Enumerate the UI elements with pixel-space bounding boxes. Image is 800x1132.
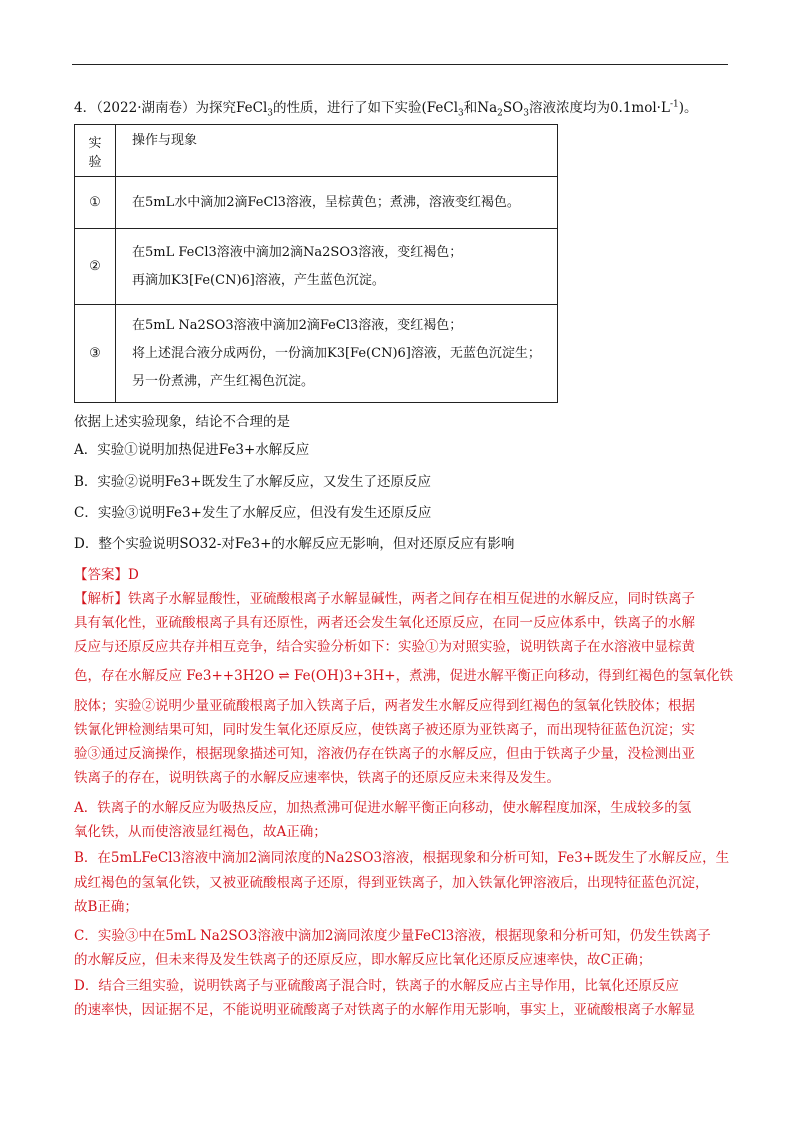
row-line: 将上述混合液分成两份，一份滴加K3[Fe(CN)6]溶液，无蓝色沉淀生； [132, 345, 541, 361]
analysis-line: 胶体；实验②说明少量亚硫酸根离子加入铁离子后，两者发生水解反应得到红褐色的氢氧化铁胶体；根据 [74, 698, 695, 714]
table-row [75, 177, 558, 229]
analysis-line: 成红褐色的氢氧化铁，又被亚硫酸根离子还原，得到亚铁离子，加入铁氰化钾溶液后，出现特征蓝色沉淀， [74, 875, 709, 891]
analysis-line: B．在5mLFeCl3溶液中滴加2滴同浓度的Na2SO3溶液，根据现象和分析可知，Fe3+既发生了水解反应，生 [74, 850, 730, 866]
table-row [75, 305, 558, 403]
option-c: C．实验③说明Fe3+发生了水解反应，但没有发生还原反应 [74, 505, 432, 521]
analysis-line: 具有氧化性，亚硫酸根离子具有还原性，两者还会发生氧化还原反应，在同一反应体系中，铁离子的水解 [74, 615, 695, 631]
option-b: B．实验②说明Fe3+既发生了水解反应，又发生了还原反应 [74, 474, 431, 490]
row-line: 在5mL FeCl3溶液中滴加2滴Na2SO3溶液，变红褐色； [132, 244, 463, 260]
question-stem [74, 98, 698, 118]
analysis-line: 反应与还原反应共存并相互竞争，结合实验分析如下：实验①为对照实验，说明铁离子在水溶液中显棕黄 [74, 639, 695, 655]
analysis-line: D．结合三组实验，说明铁离子与亚硫酸离子混合时，铁离子的水解反应占主导作用，比氧化还原反应 [74, 978, 679, 994]
analysis-line: 色，存在水解反应 Fe3++3H2O ⇌ Fe(OH)3+3H+，煮沸，促进水解平衡正向移动，得到红褐色的氢氧化铁 [74, 668, 734, 684]
stem-text: 溶液浓度均为 [528, 100, 610, 116]
question-number: 4． [74, 100, 97, 116]
analysis-label: 【解析】 [74, 591, 128, 607]
header-char: 验 [88, 154, 102, 170]
answer-line [74, 565, 139, 585]
header-rule [72, 64, 728, 65]
row-number: ② [75, 229, 116, 305]
stem-text: 为探究 [195, 100, 236, 116]
row-number: ③ [75, 305, 116, 403]
header-content: 操作与现象 [116, 125, 558, 177]
analysis-line: 的速率快，因证据不足，不能说明亚硫酸离子对铁离子的水解作用无影响，事实上，亚硫酸根离子水解显 [74, 1002, 695, 1018]
header-char: 实 [88, 135, 102, 151]
row-number: ① [75, 177, 116, 229]
row-line: 另一份煮沸，产生红褐色沉淀。 [132, 373, 315, 389]
row-content [116, 229, 558, 305]
row-content [116, 177, 558, 229]
analysis-line: 氧化铁，从而使溶液显红褐色，故A正确； [74, 824, 327, 840]
row-line: 在5mL水中滴加2滴FeCl3溶液，呈棕黄色；煮沸，溶液变红褐色。 [132, 194, 520, 210]
analysis-text: 铁离子水解显酸性，亚硫酸根离子水解显碱性，两者之间存在相互促进的水解反应，同时铁离子 [128, 591, 695, 607]
analysis-line: 的水解反应，但未来得及发生铁离子的还原反应，即水解反应比氧化还原反应速率快，故C正确； [74, 952, 652, 968]
stem-text: 的性质，进行了如下实验( [273, 100, 427, 116]
analysis-line: 验③通过反滴操作，根据现象描述可知，溶液仍存在铁离子的水解反应，但由于铁离子少量，没检测出亚 [74, 746, 695, 762]
prompt-text: 依据上述实验现象，结论不合理的是 [74, 414, 290, 430]
analysis-line-1 [74, 589, 695, 609]
answer-value: D [128, 567, 139, 583]
experiment-table [74, 124, 558, 403]
analysis-line: 铁氰化钾检测结果可知，同时发生氧化还原反应，使铁离子被还原为亚铁离子，而出现特征蓝色沉淀；实 [74, 722, 695, 738]
row-line: 再滴加K3[Fe(CN)6]溶液，产生蓝色沉淀。 [132, 272, 385, 288]
fecl3-formula: FeCl$_3$ [236, 100, 273, 119]
analysis-line: A．铁离子的水解反应为吸热反应，加热煮沸可促进水解平衡正向移动，使水解程度加深，生成较多的氢 [74, 800, 692, 816]
stem-text: 和 [463, 100, 478, 116]
fecl3-formula: FeCl$_3$ [426, 100, 464, 119]
answer-label: 【答案】 [74, 567, 128, 583]
analysis-line: 铁离子的存在，说明铁离子的水解反应速率快，铁离子的还原反应未来得及发生。 [74, 770, 560, 786]
na2so3-formula: $Na_2SO_3$ [477, 100, 529, 119]
table-header-row [75, 125, 558, 177]
stem-text: )。 [678, 100, 698, 116]
concentration: $0.1mol\cdot L^{-1}$ [609, 99, 679, 116]
analysis-line: 故B正确； [74, 899, 138, 915]
analysis-line: C．实验③中在5mL Na2SO3溶液中滴加2滴同浓度少量FeCl3溶液，根据现象和分析可知，仍发生铁离子 [74, 928, 711, 944]
header-experiment [75, 125, 116, 177]
question-source: （2022·湖南卷） [96, 100, 196, 116]
table-row [75, 229, 558, 305]
option-a: A．实验①说明加热促进Fe3+水解反应 [74, 442, 310, 458]
row-content [116, 305, 558, 403]
option-d: D．整个实验说明SO32-对Fe3+的水解反应无影响，但对还原反应有影响 [74, 536, 515, 552]
row-line: 在5mL Na2SO3溶液中滴加2滴FeCl3溶液，变红褐色； [132, 317, 463, 333]
